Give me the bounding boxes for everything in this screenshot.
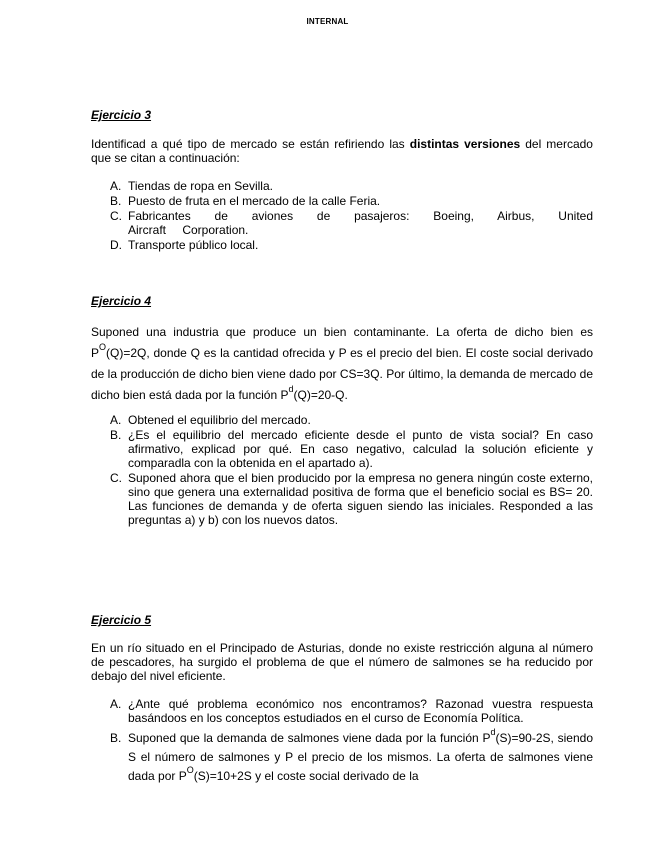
- supply-superscript: O: [99, 342, 107, 352]
- list-item-text: Tiendas de ropa en Sevilla.: [128, 179, 273, 193]
- list-item-label: A.: [110, 413, 122, 427]
- exercise-3-intro-pre: Identificad a qué tipo de mercado se están refiriendo las: [91, 137, 410, 151]
- list-item-label: A.: [110, 697, 122, 711]
- exercise-3-title: Ejercicio 3: [91, 108, 152, 122]
- list-item: [110, 413, 593, 427]
- exercise-3-title-block: [91, 108, 593, 122]
- list-item-label: D.: [110, 238, 122, 252]
- exercise-5-intro: En un río situado en el Principado de Asturias, donde no existe restricción alguna al número de pescadores, ha surgido el problema de que el número de salmones se ha reducido por debajo del nivel eficiente.: [91, 641, 593, 683]
- list-item-label: B.: [110, 428, 122, 442]
- exercise-3-intro-bold: distintas versiones: [409, 137, 521, 151]
- exercise-4-text-2: (Q)=2Q, donde Q es la cantidad ofrecida y P es el precio del bien. El coste social derivado de la producción de dicho bien viene dado por CS=3Q. Por último, la demanda de mercado de dicho bien está dada por la función P: [91, 346, 593, 402]
- list-item-text: ¿Es el equilibrio del mercado eficiente desde el punto de vista social? En caso afirmativo, explicad por qué. En caso negativo, calculad la solución eficiente y comparadla con la obtenida en el apartado a).: [128, 428, 593, 470]
- demand-superscript: d: [490, 727, 496, 737]
- list-item: [110, 428, 593, 470]
- exercise-5-title-block: [91, 613, 593, 627]
- list-item: [110, 179, 593, 193]
- list-item: [110, 209, 593, 237]
- list-item-text: Obtened el equilibrio del mercado.: [128, 413, 311, 427]
- list-item-label: B.: [110, 731, 122, 745]
- exercise-4-title: Ejercicio 4: [91, 294, 152, 308]
- list-item: [110, 729, 593, 786]
- classification-header: INTERNAL: [306, 17, 349, 26]
- exercise-4-title-block: [91, 294, 593, 308]
- item-b-text-3: (S)=10+2S y el coste social derivado de la: [193, 769, 419, 783]
- list-item: [110, 697, 593, 725]
- demand-superscript: d: [288, 384, 294, 394]
- list-item-text: [128, 729, 593, 786]
- exercise-4-list: [110, 413, 593, 527]
- list-item: [110, 238, 593, 252]
- exercise-5-title: Ejercicio 5: [91, 613, 152, 627]
- item-b-text-1: Suponed que la demanda de salmones viene dada por la función P: [128, 731, 491, 745]
- exercise-3-intro: [91, 137, 593, 165]
- list-item-label: C.: [110, 209, 122, 223]
- list-item-text: ¿Ante qué problema económico nos encontramos? Razonad vuestra respuesta basándoos en los conceptos estudiados en el curso de Economía Política.: [128, 697, 593, 725]
- list-item-label: C.: [110, 471, 122, 485]
- exercise-4-text-3: (Q)=20-Q.: [293, 388, 348, 402]
- list-item-text: Puesto de fruta en el mercado de la calle Feria.: [128, 194, 381, 208]
- item-b-text-2: (S)=90-2S, siendo S el número de salmones y P el precio de los mismos. La oferta de salmones viene dada por P: [128, 731, 593, 783]
- list-item-text: Suponed ahora que el bien producido por la empresa no genera ningún coste externo, sino que genera una externalidad positiva de forma que el beneficio social es BS= 20. Las funciones de demanda y de oferta siguen siendo las iniciales. Responded a las preguntas a) y b) con los nuevos datos.: [128, 471, 593, 527]
- exercise-4-statement: [91, 322, 593, 406]
- list-item: [110, 471, 593, 527]
- exercise-3-list: [110, 179, 593, 252]
- list-item: [110, 194, 593, 208]
- exercise-4-text-1: Suponed una industria que produce un bien contaminante. La oferta de dicho bien es P: [91, 325, 593, 360]
- list-item-text: Fabricantes de aviones de pasajeros: Boeing, Airbus, United Aircraft Corporation.: [128, 209, 593, 237]
- list-item-label: A.: [110, 179, 122, 193]
- supply-superscript: O: [186, 765, 194, 775]
- exercise-3-intro-post: del mercado que se citan a continuación:: [91, 137, 593, 165]
- list-item-label: B.: [110, 194, 122, 208]
- list-item-text: Transporte público local.: [128, 238, 259, 252]
- exercise-5-list: [110, 697, 593, 786]
